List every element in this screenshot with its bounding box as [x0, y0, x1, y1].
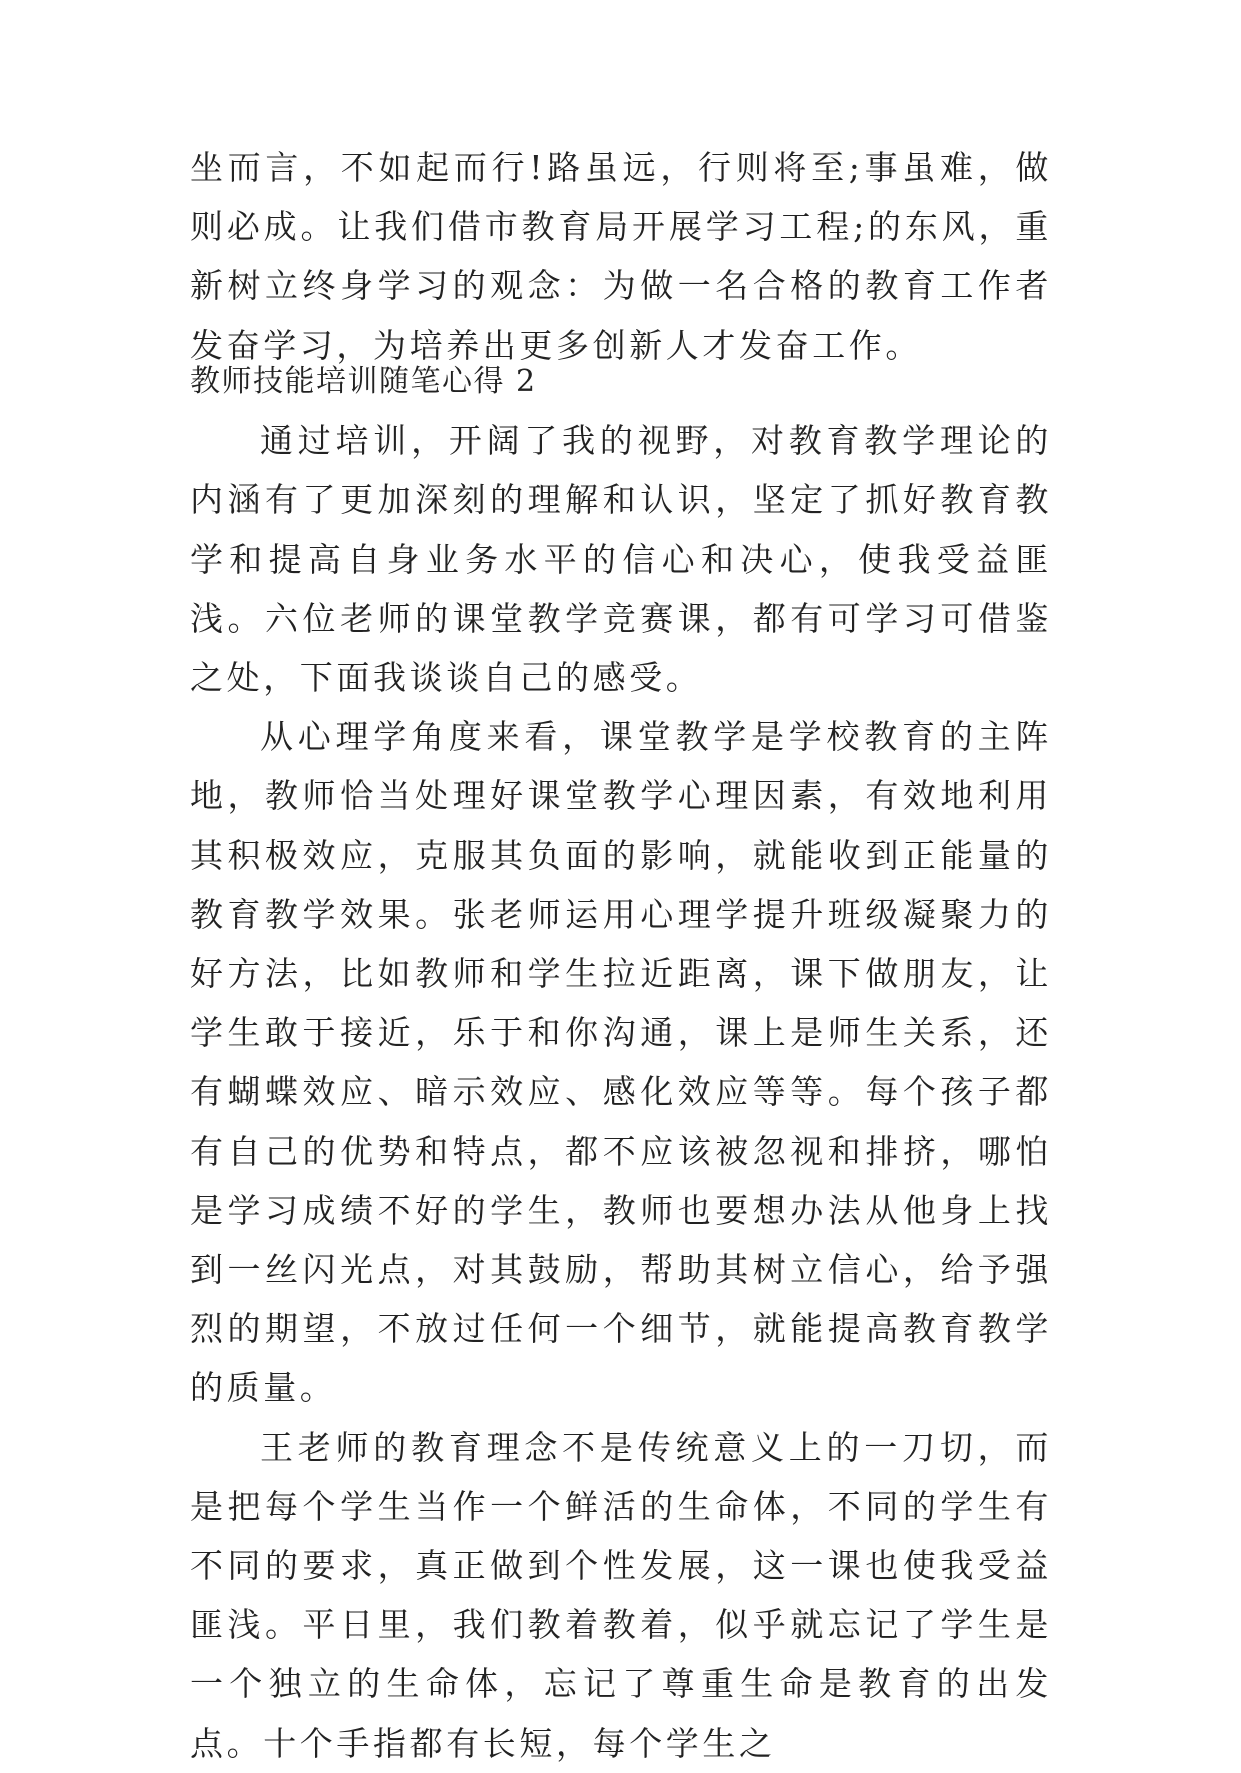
body-paragraph: 从心理学角度来看，课堂教学是学校教育的主阵地，教师恰当处理好课堂教学心理因素，有效地利用其积极效应，克服其负面的影响，就能收到正能量的教育教学效果。张老师运用心理学提升班级凝聚力的好方法，比如教师和学生拉近距离，课下做朋友，让学生敢于接近，乐于和你沟通，课上是师生关系，还有蝴蝶效应、暗示效应、感化效应等等。每个孩子都有自己的优势和特点，都不应该被忽视和排挤，哪怕是学习成绩不好的学生，教师也要想办法从他身上找到一丝闪光点，对其鼓励，帮助其树立信心，给予强烈的期望，不放过任何一个细节，就能提高教育教学的质量。	[190, 717, 1052, 1408]
section-block	[190, 352, 1052, 1773]
body-paragraph: 王老师的教育理念不是传统意义上的一刀切，而是把每个学生当作一个鲜活的生命体，不同的学生有不同的要求，真正做到个性发展，这一课也使我受益匪浅。平日里，我们教着教着，似乎就忘记了学生是一个独立的生命体，忘记了尊重生命是教育的出发点。十个手指都有长短，每个学生之	[190, 1427, 1052, 1763]
intro-text-block	[190, 138, 1052, 375]
body-paragraph: 通过培训，开阔了我的视野，对教育教学理论的内涵有了更加深刻的理解和认识，坚定了抓好教育教学和提高自身业务水平的信心和决心，使我受益匪浅。六位老师的课堂教学竞赛课，都有可学习可借鉴之处，下面我谈谈自己的感受。	[190, 421, 1052, 698]
intro-paragraph: 坐而言，不如起而行!路虽远，行则将至;事虽难，做则必成。让我们借市教育局开展学习工程;的东风，重新树立终身学习的观念：为做一名合格的教育工作者发奋学习，为培养出更多创新人才发奋工作。	[190, 148, 1052, 365]
section-title: 教师技能培训随笔心得 2	[190, 364, 537, 399]
